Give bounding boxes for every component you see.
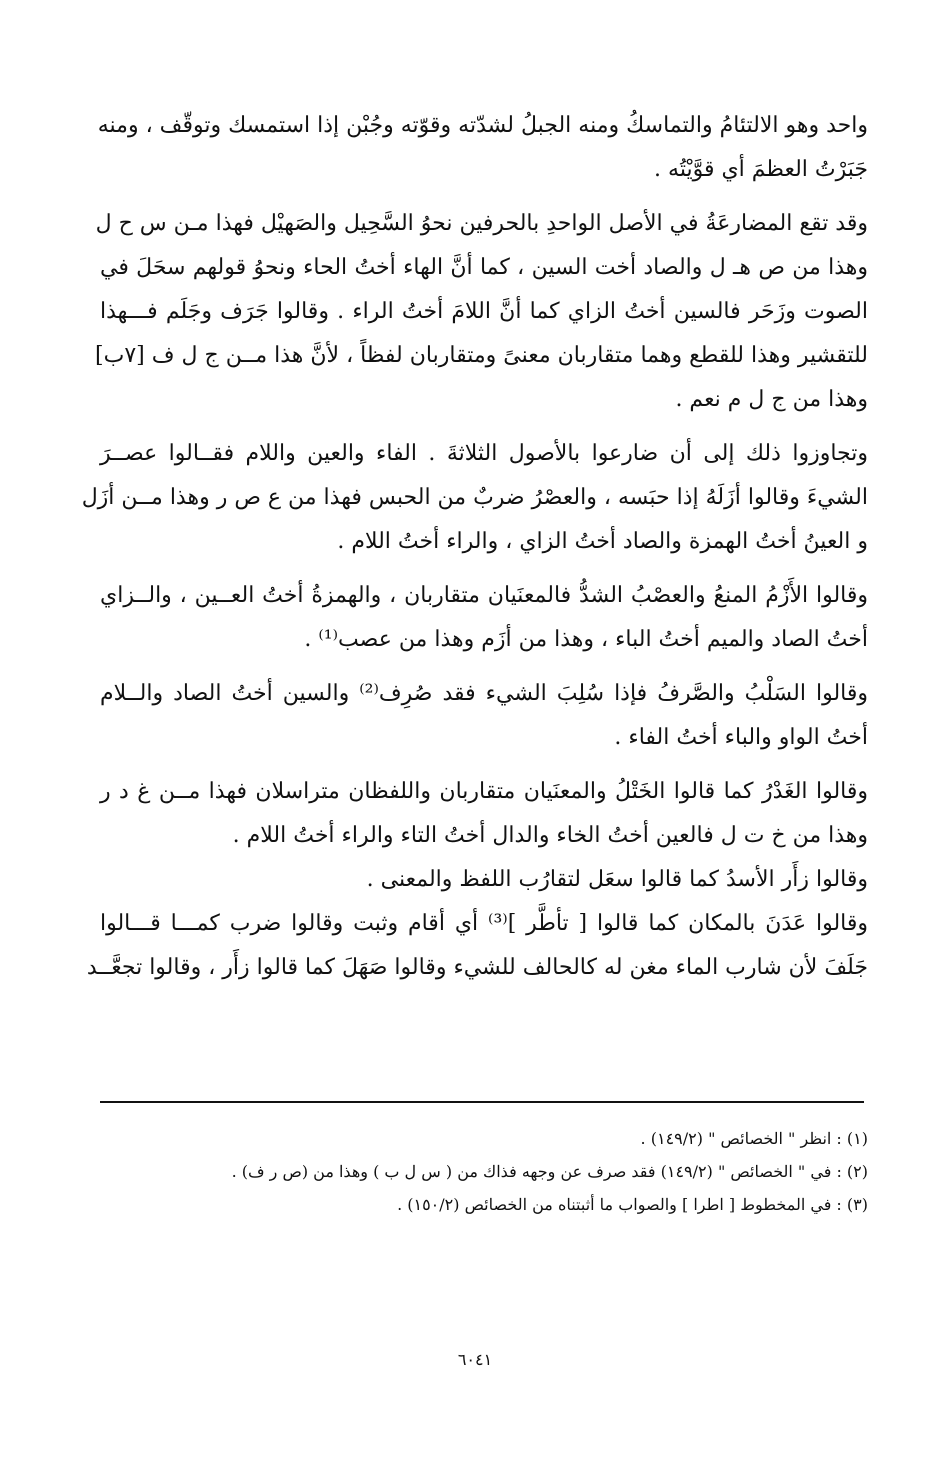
footnote: (١) : انظر " الخصائص " (١٤٩/٢) .	[640, 1129, 868, 1148]
text-line: وهذا من خ ت ل فالعين أختُ الخاء والدال أختُ التاء والراء أختُ اللام .	[232, 823, 868, 848]
main-text	[81, 104, 869, 990]
text-line: الصوت وزَحَر فالسين أختُ الزاي كما أنَّ اللامَ أختُ الراء . وقالوا جَرَف وجَلَم فـــهذا	[100, 299, 868, 324]
text-line: وقالوا السَلْبُ والصَّرفُ فإذا سُلِبَ الشيء فقد صُرِف⁽²⁾ والسين أختُ الصاد والــلام	[100, 681, 868, 706]
text-line: واحد وهو الالتئامُ والتماسكُ ومنه الجبلُ لشدّته وقوّته وجُبْن إذا استمسك وتوقّف ، ومنه	[97, 113, 868, 138]
page-number: ٦٠٤١	[457, 1350, 493, 1369]
text-line: وتجاوزوا ذلك إلى أن ضارعوا بالأصول الثلاثةَ . الفاء والعين واللام فقــالوا عصــرَ	[100, 441, 868, 466]
text-line: وقالوا زأَر الأسدُ كما قالوا سعَل لتقارُب اللفظ والمعنى .	[366, 867, 868, 892]
footnote-separator	[100, 1101, 864, 1103]
text-line: وقالوا الغَدْرُ كما قالوا الخَتْلُ والمعنَيان متقاربان واللفظان متراسلان فهذا مــن غ د ر	[100, 779, 868, 804]
text-line: للتقشير وهذا للقطع وهما متقاربان معنىً ومتقاربان لفظاً ، لأنَّ هذا مــن ج ل ف [٧ب]	[95, 343, 868, 368]
text-line: الشيءَ وقالوا أزَلَهُ إذا حبَسه ، والعصْرُ ضربٌ من الحبس فهذا من ع ص ر وهذا مــن أزَل	[81, 485, 868, 510]
text-line: أختُ الواو والباء أختُ الفاء .	[614, 725, 868, 750]
text-line: وقالوا عَدَنَ بالمكان كما قالوا [ تأطَّر ]⁽³⁾ أي أقام وثبت وقالوا ضرب كمـــا قـــالوا	[100, 911, 869, 936]
footnote: (٢) : في " الخصائص " (١٤٩/٢) فقد صرف عن وجهه فذاك من ( س ل ب ) وهذا من (ص ر ف) .	[231, 1162, 868, 1181]
text-line: جَلَفَ لأن شارب الماء مغن له كالحالف للشيء وقالوا صَهَلَ كما قالوا زأَر ، وقالوا تجعَّــد	[86, 955, 868, 980]
text-line: وهذا من ص هـ ل والصاد أخت السين ، كما أنَّ الهاء أختُ الحاء ونحوُ قولهم سحَلَ في	[100, 255, 868, 280]
text-line: أختُ الصاد والميم أختُ الباء ، وهذا من أزَم وهذا من عصب⁽¹⁾ .	[304, 627, 868, 652]
footnote: (٣) : في المخطوط [ اطرا ] والصواب ما أثبتناه من الخصائص (١٥٠/٢) .	[397, 1195, 868, 1214]
text-line: وقالوا الأَزْمُ المنعُ والعصْبُ الشدُّ فالمعنَيان متقاربان ، والهمزةُ أختُ العــين ، والــزاي	[100, 583, 868, 608]
footnotes	[130, 1122, 868, 1221]
text-line: وهذا من ج ل م نعم .	[675, 387, 868, 412]
text-line: جَبَرْتُ العظمَ أي قوَّيْتُه .	[654, 157, 868, 182]
text-line: و العينُ أختُ الهمزة والصاد أختُ الزاي ، والراء أختُ اللام .	[337, 529, 868, 554]
text-line: وقد تقع المضارعَةُ في الأصل الواحدِ بالحرفين نحوُ السَّحِيل والصَهيْل فهذا مـن س ح ل	[95, 211, 868, 236]
